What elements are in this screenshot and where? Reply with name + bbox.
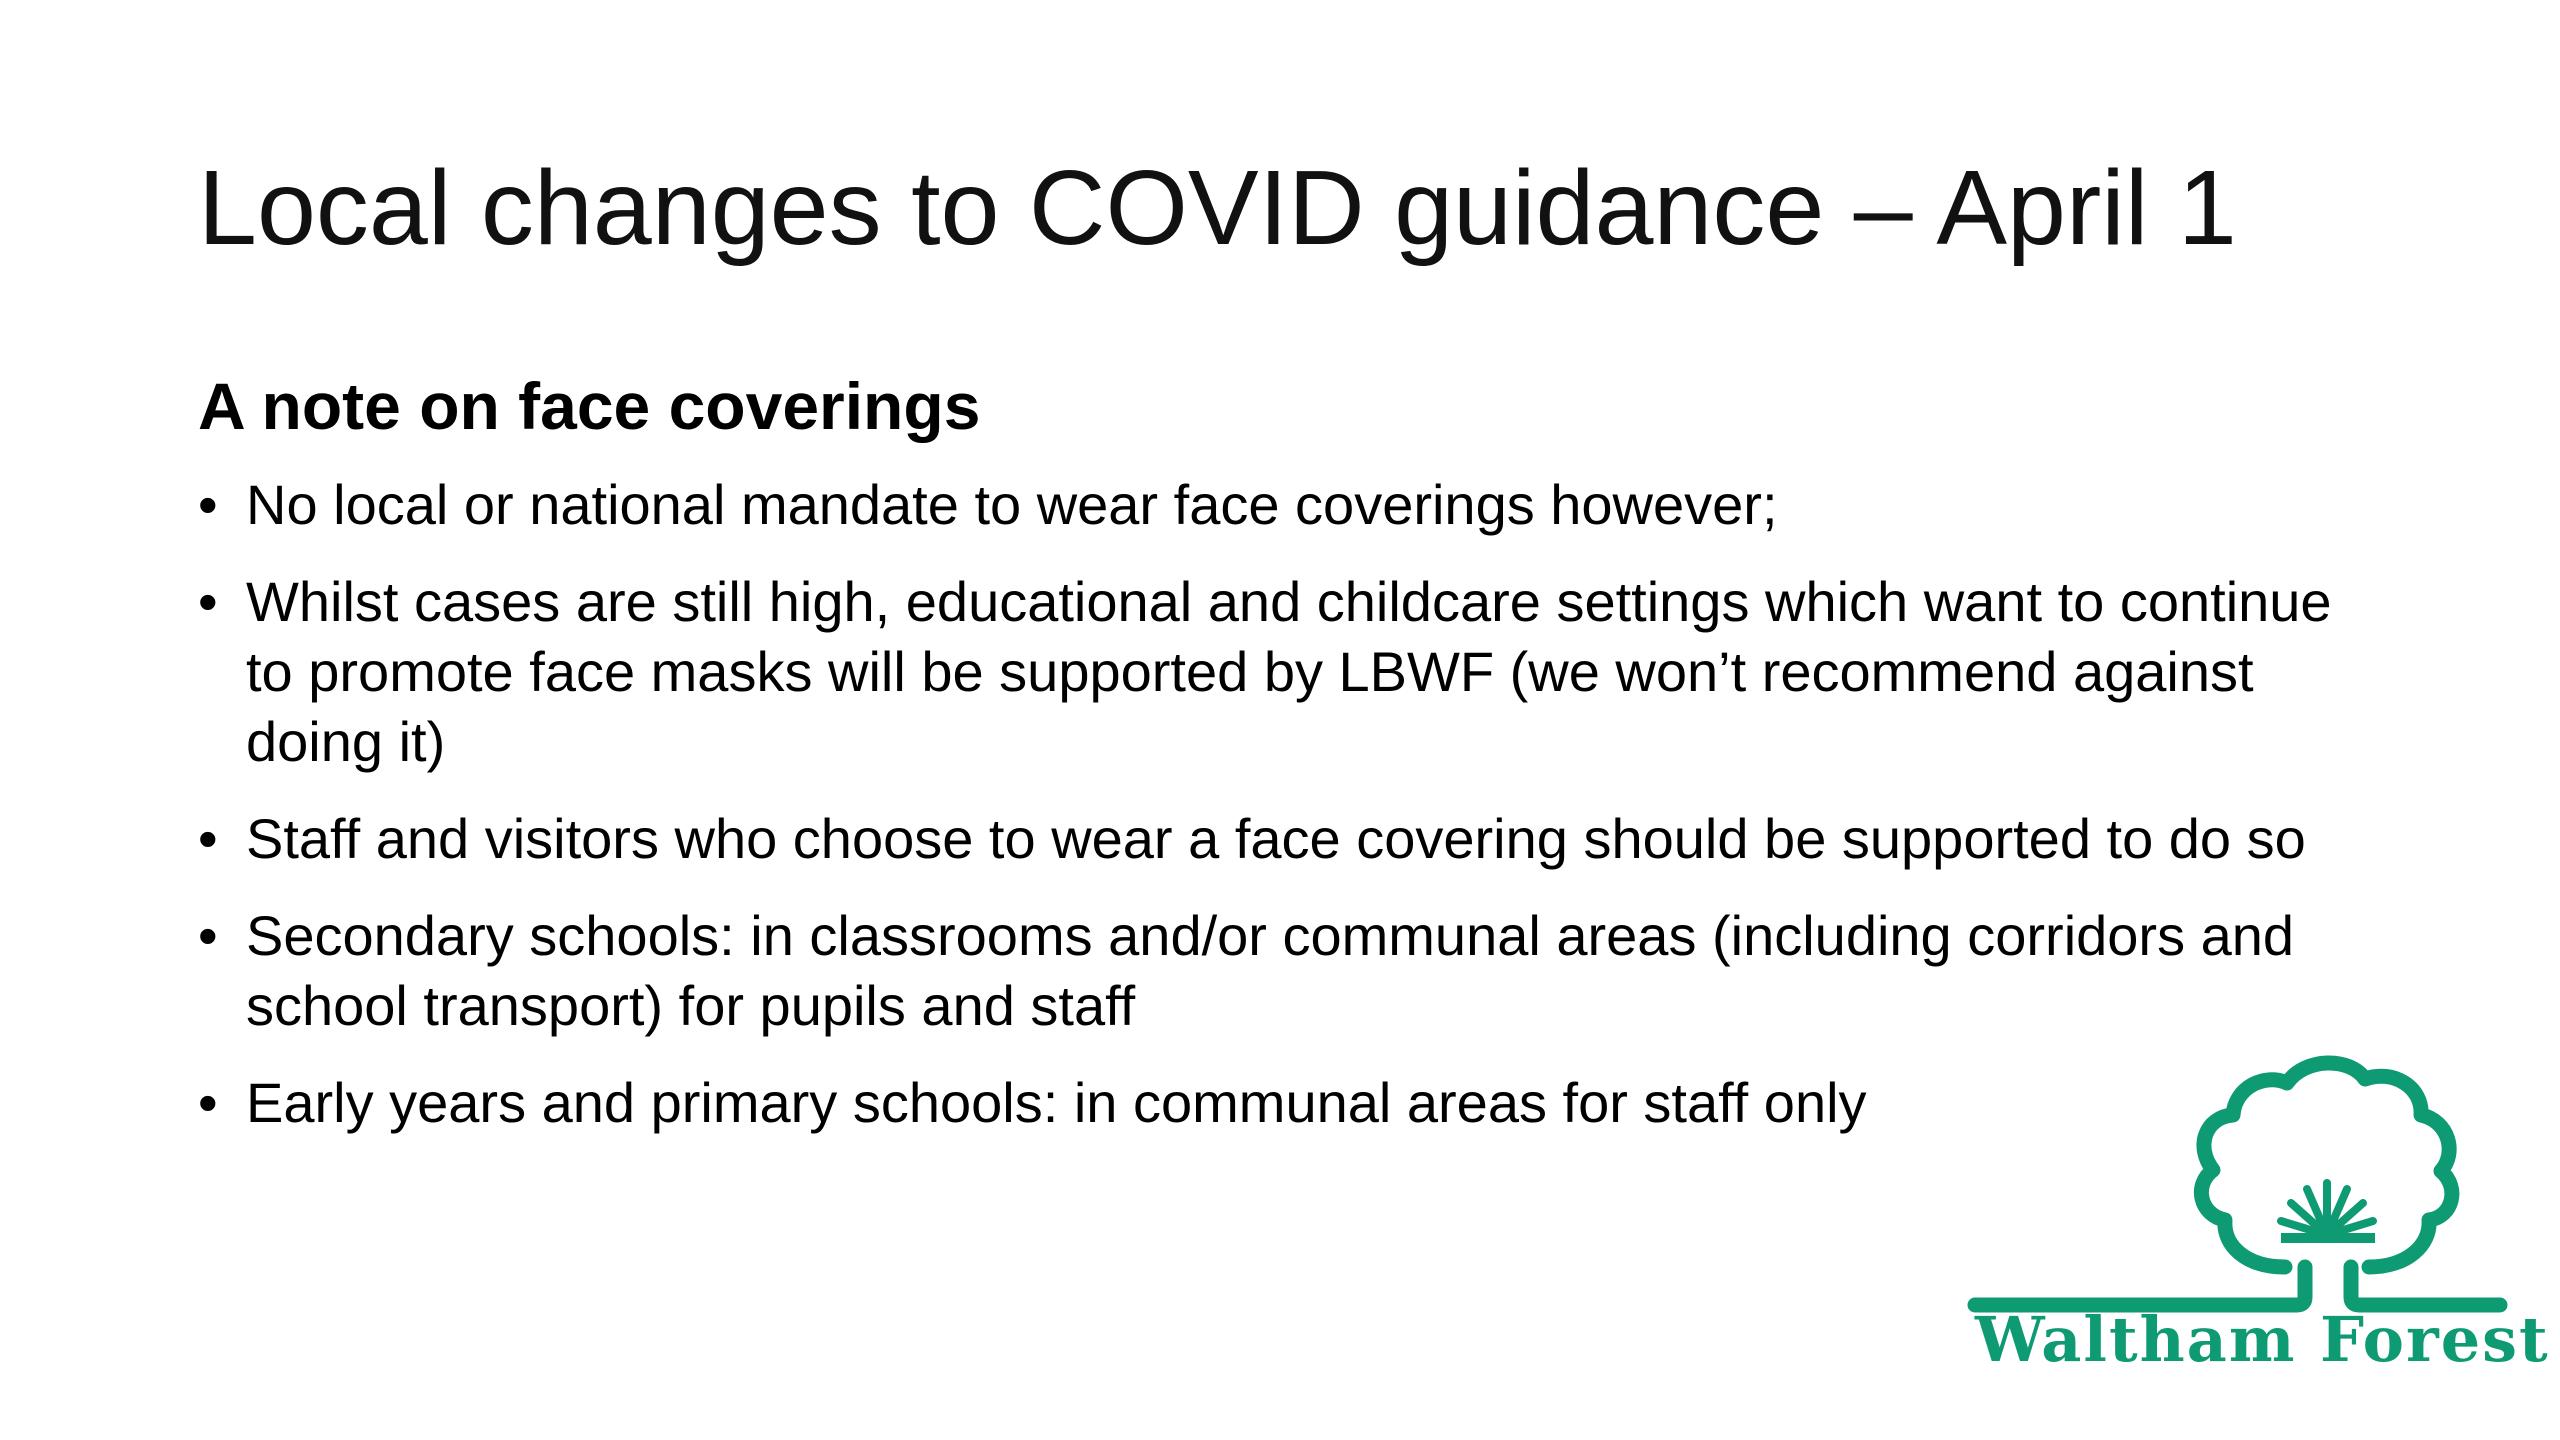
bullet-text: Staff and visitors who choose to wear a face covering should be supported to do so: [246, 807, 2306, 870]
bullet-marker: •: [198, 473, 218, 536]
waltham-forest-logo: [1955, 1035, 2550, 1380]
section-heading: A note on face coverings: [198, 369, 981, 443]
bullet-marker: •: [198, 904, 218, 967]
list-item: [198, 470, 2388, 540]
bullet-text: Whilst cases are still high, educational and childcare settings which want to continue to promote face masks will be supported by LBWF (we won’t recommend against doing it): [246, 570, 2332, 773]
bullet-marker: •: [198, 570, 218, 633]
bullet-marker: •: [198, 1071, 218, 1134]
bullet-text: Early years and primary schools: in communal areas for staff only: [246, 1071, 1867, 1134]
bullet-marker: •: [198, 807, 218, 870]
slide-title: Local changes to COVID guidance – April 1: [198, 149, 2237, 267]
bullet-text: Secondary schools: in classrooms and/or communal areas (including corridors and school transport) for pupils and staff: [246, 904, 2295, 1037]
logo-wordmark: [1975, 1303, 2550, 1376]
list-item: [198, 804, 2388, 874]
list-item: [198, 567, 2388, 777]
bullet-text: No local or national mandate to wear face coverings however;: [246, 473, 1778, 536]
logo-text: Waltham Forest: [1975, 1303, 2550, 1376]
list-item: [198, 901, 2388, 1041]
